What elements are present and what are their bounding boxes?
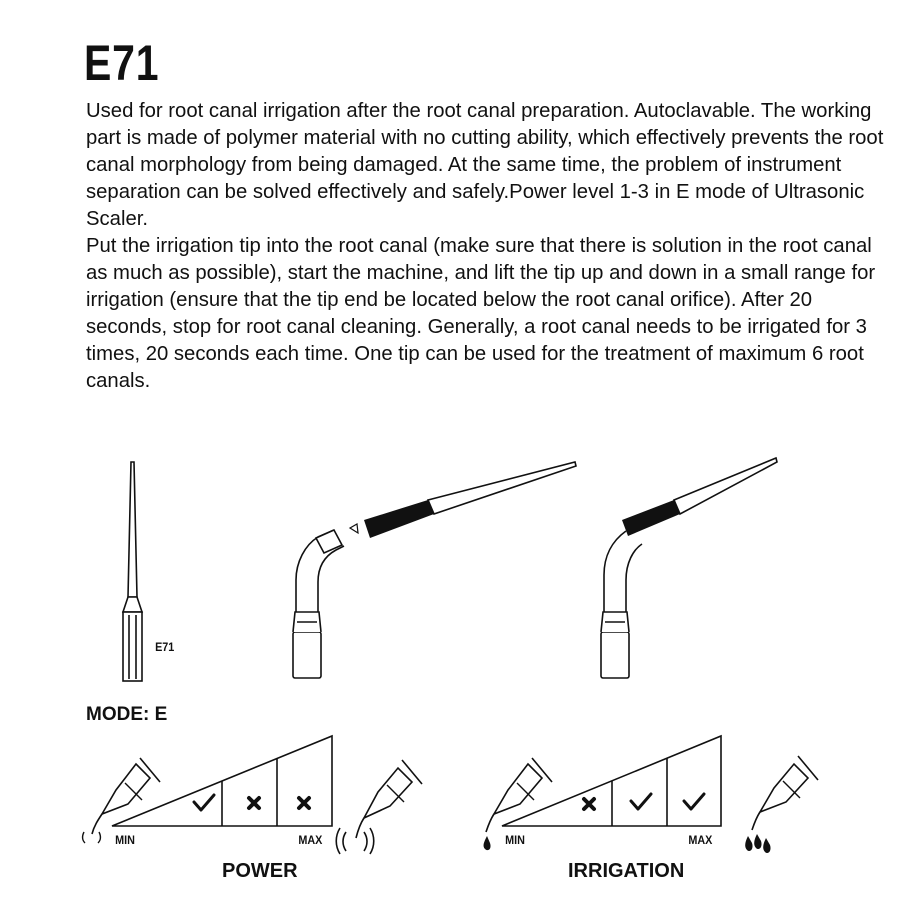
product-code-title: E71 <box>84 35 160 91</box>
description-paragraph-2: Put the irrigation tip into the root canal (make sure that there is solution in the root canal as much as possible), start the machine, and lift the tip up and down in a small range for irrigation (ensure that the tip end be located below the root canal orifice). After 20 seconds, stop for root canal cleaning. Generally, a root canal needs to be irrigated for 3 times, 20 seconds each time. One tip can be used for the treatment of maximum 6 root canals. <box>86 235 876 392</box>
description-paragraph-1: Used for root canal irrigation after the root canal preparation. Autoclavable. The working part is made of polymer material with no cutting ability, which effectively prevents the root canal morphology from being damaged. At the same time, the problem of instrument separation can be solved effectively and safely.Power level 1-3 in E mode of Ultrasonic Scaler. <box>86 100 884 230</box>
irrigation-chart <box>484 736 818 853</box>
handpiece-separated-illustration <box>293 462 576 678</box>
straight-tip-illustration <box>123 462 142 681</box>
handpiece-attached-illustration <box>601 458 777 678</box>
irrigation-max-label: MAX <box>688 833 713 847</box>
tip-label: E71 <box>155 640 175 654</box>
irrigation-chart-title: IRRIGATION <box>568 860 685 882</box>
power-chart-title: POWER <box>222 860 298 882</box>
mode-label: MODE: E <box>86 704 168 725</box>
power-min-label: MIN <box>115 833 135 847</box>
irrigation-min-label: MIN <box>505 833 525 847</box>
power-max-label: MAX <box>298 833 323 847</box>
